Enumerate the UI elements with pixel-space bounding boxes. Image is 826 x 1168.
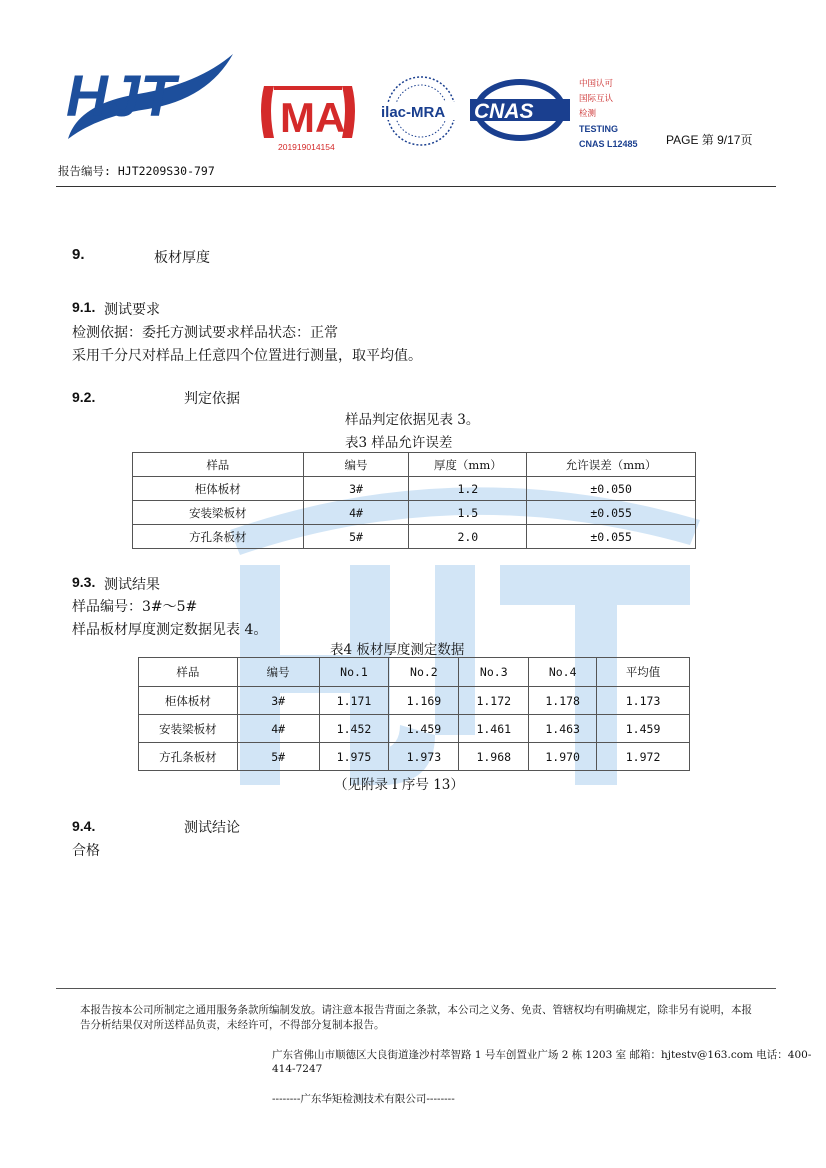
subsection-number: 9.3.	[72, 574, 96, 590]
subsection-title: 判定依据	[184, 391, 240, 407]
section-title: 板材厚度	[154, 250, 210, 266]
subsection-title: 测试要求	[104, 302, 160, 318]
cnas-accreditation-text	[579, 77, 638, 152]
table-cell: 1.169	[389, 687, 459, 715]
section-number: 9.	[72, 246, 85, 263]
table-cell: 1.970	[529, 743, 597, 771]
table-cell: 1.975	[319, 743, 389, 771]
table-cell: 1.178	[529, 687, 597, 715]
table-cell: 1.172	[459, 687, 529, 715]
table-cell: 3#	[303, 477, 409, 501]
footer-divider	[56, 988, 776, 989]
test-basis: 检测依据：委托方测试要求样品状态：正常	[72, 325, 338, 341]
table-cell: 1.972	[597, 743, 690, 771]
table-cell: 1.459	[389, 715, 459, 743]
cnas-line: 国际互认	[579, 94, 614, 104]
table-cell: 柜体板材	[133, 477, 304, 501]
subsection-number: 9.1.	[72, 299, 96, 315]
results-intro: 样品板材厚度测定数据见表 4。	[72, 622, 268, 638]
header-divider	[56, 186, 776, 187]
table-row	[133, 477, 696, 501]
table-cell: ±0.055	[527, 501, 696, 525]
table-cell: 1.173	[597, 687, 690, 715]
subsection-title: 测试结论	[184, 820, 240, 836]
table-header-cell: No.4	[529, 658, 597, 687]
table-cell: 方孔条板材	[139, 743, 238, 771]
table-cell: 1.171	[319, 687, 389, 715]
table-cell: 2.0	[409, 525, 527, 549]
table-row	[133, 525, 696, 549]
table-header-cell: 编号	[303, 453, 409, 477]
table-row	[139, 743, 690, 771]
table-header-row	[133, 453, 696, 477]
hjt-logo	[58, 44, 238, 149]
report-number: 报告编号: HJT2209S30-797	[58, 164, 215, 178]
subsection-number: 9.2.	[72, 389, 96, 405]
cnas-logo	[470, 75, 570, 145]
ilac-mra-logo	[378, 72, 464, 150]
table-cell: 方孔条板材	[133, 525, 304, 549]
footer-address: 广东省佛山市顺德区大良街道逢沙村萃智路 1 号车创置业广场 2 栋 1203 室 邮箱：hjtestv@163.com 电话：400-414-7247	[272, 1049, 812, 1075]
table4-caption: 表4 板材厚度测定数据	[330, 642, 465, 658]
table-cell: 1.5	[409, 501, 527, 525]
table-cell: 5#	[303, 525, 409, 549]
subsection-number: 9.4.	[72, 818, 96, 834]
test-method: 采用千分尺对样品上任意四个位置进行测量，取平均值。	[72, 348, 422, 364]
table-cell: ±0.050	[527, 477, 696, 501]
sample-ids: 样品编号：3#～5#	[72, 599, 198, 615]
table-cell: ±0.055	[527, 525, 696, 549]
table-cell: 1.459	[597, 715, 690, 743]
table-header-cell: 编号	[237, 658, 319, 687]
table-header-cell: 样品	[133, 453, 304, 477]
table-cell: 5#	[237, 743, 319, 771]
appendix-note: （见附录 I 序号 13）	[334, 777, 464, 793]
table-header-cell: 厚度（mm）	[409, 453, 527, 477]
table-cell: 安装梁板材	[139, 715, 238, 743]
table-cell: 1.463	[529, 715, 597, 743]
table-header-cell: No.2	[389, 658, 459, 687]
tolerance-table	[132, 452, 696, 549]
svg-text:MA: MA	[280, 94, 346, 141]
table-row	[139, 687, 690, 715]
table-header-cell: No.3	[459, 658, 529, 687]
thickness-data-table	[138, 657, 690, 771]
svg-text:HJT: HJT	[66, 64, 176, 129]
table-cell: 3#	[237, 687, 319, 715]
table-header-row	[139, 658, 690, 687]
footer-company: --------广东华矩检测技术有限公司--------	[272, 1093, 455, 1105]
table-cell: 1.461	[459, 715, 529, 743]
table-header-cell: 样品	[139, 658, 238, 687]
cnas-line: 检测	[579, 109, 597, 119]
table-cell: 4#	[303, 501, 409, 525]
table-cell: 安装梁板材	[133, 501, 304, 525]
table-cell: 1.968	[459, 743, 529, 771]
cnas-line: CNAS L12485	[579, 139, 638, 149]
cma-logo	[256, 80, 360, 152]
svg-text:CNAS: CNAS	[474, 100, 534, 123]
table-row	[139, 715, 690, 743]
cnas-line: 中国认可	[579, 79, 614, 89]
page-number: PAGE 第 9/17页	[666, 133, 753, 147]
table-row	[133, 501, 696, 525]
svg-text:ilac-MRA: ilac-MRA	[381, 104, 446, 121]
subsection-title: 测试结果	[104, 577, 160, 593]
table-header-cell: No.1	[319, 658, 389, 687]
table-cell: 1.973	[389, 743, 459, 771]
svg-text:201919014154: 201919014154	[278, 142, 335, 152]
table3-caption: 表3 样品允许误差	[345, 435, 453, 451]
criteria-text: 样品判定依据见表 3。	[345, 412, 480, 428]
footer-disclaimer: 本报告按本公司所制定之通用服务条款所编制发放。请注意本报告背面之条款，本公司之义务、免责、管辖权均有明确规定，除非另有说明，本报告分析结果仅对所送样品负责，未经许可，不得部分复制本报告。	[80, 1004, 752, 1031]
table-cell: 1.2	[409, 477, 527, 501]
table-header-cell: 允许误差（mm）	[527, 453, 696, 477]
cnas-line: TESTING	[579, 124, 619, 134]
table-cell: 1.452	[319, 715, 389, 743]
table-cell: 柜体板材	[139, 687, 238, 715]
conclusion-result: 合格	[72, 843, 100, 859]
table-header-cell: 平均值	[597, 658, 690, 687]
table-cell: 4#	[237, 715, 319, 743]
